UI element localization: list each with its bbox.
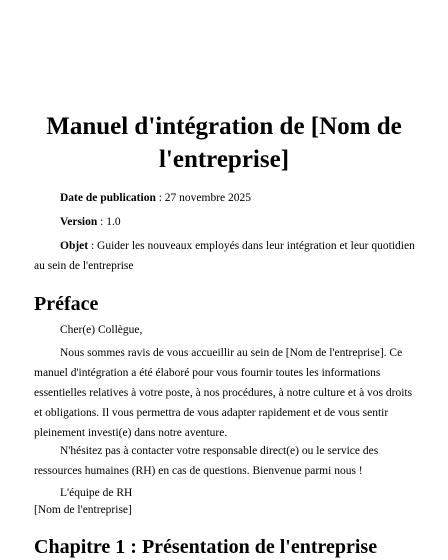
preface-paragraph-1: Nous sommes ravis de vous accueillir au sein de [Nom de l'entreprise]. Ce manuel d'intégration a été élaboré pour vous fournir toutes les informations essentielles relatives à votre poste, à nos procédures, à notre culture et à vos droits et obligations. Il vous permettra de vous adapter rapidement et de vous sentir pleinement investi(e) dans notre aventure.	[34, 347, 413, 439]
preface-heading: Préface	[34, 293, 99, 315]
publication-date-line	[34, 188, 416, 209]
version-value: : 1.0	[97, 216, 121, 228]
objective-line	[34, 236, 416, 276]
preface-signature	[34, 485, 416, 519]
objective-label: Objet	[60, 240, 89, 252]
version-label: Version	[60, 216, 98, 228]
preface-greeting: Cher(e) Collègue,	[60, 324, 143, 336]
signature-company: [Nom de l'entreprise]	[34, 504, 132, 516]
chapter-1-heading: Chapitre 1 : Présentation de l'entreprise	[34, 536, 378, 558]
signature-team: L'équipe de RH	[60, 487, 133, 499]
preface-paragraph-2: N'hésitez pas à contacter votre responsable direct(e) ou le service des ressources humaines (RH) en cas de questions. Bienvenue parmi nous !	[34, 445, 379, 477]
publication-date-label: Date de publication	[60, 192, 156, 204]
document-title: Manuel d'intégration de [Nom de l'entreprise]	[46, 113, 402, 173]
version-line	[34, 212, 416, 233]
publication-date-value: : 27 novembre 2025	[155, 192, 252, 204]
objective-value: : Guider les nouveaux employés dans leur intégration et leur quotidien au sein de l'entreprise	[34, 240, 415, 272]
